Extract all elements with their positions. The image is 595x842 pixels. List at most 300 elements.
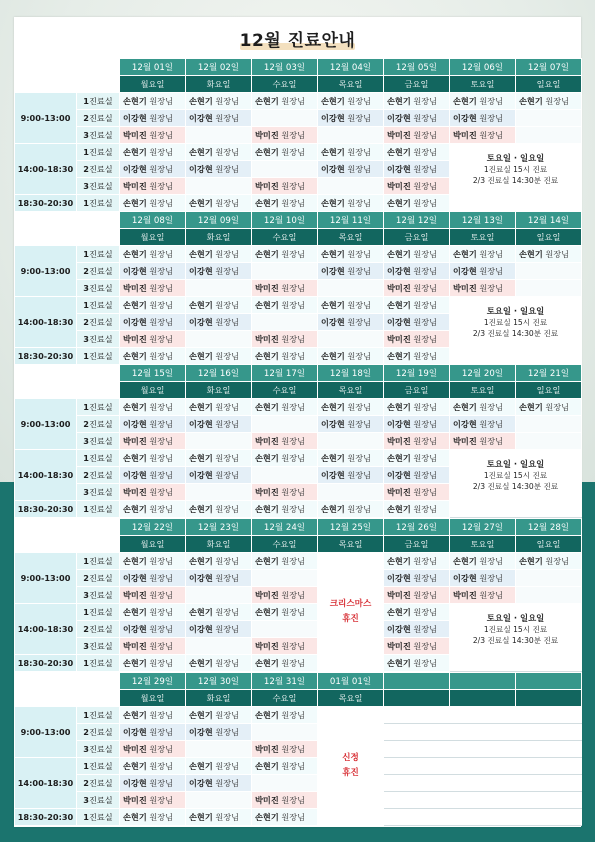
date-cell: 12월 28일 xyxy=(516,519,582,536)
doctor-cell xyxy=(450,93,516,110)
doctor-cell xyxy=(450,553,516,570)
doctor-cell xyxy=(318,501,384,518)
room-label: 1진료실 xyxy=(77,297,120,314)
doctor-name: 손현기 xyxy=(387,197,411,208)
slot-row xyxy=(15,399,582,416)
empty-slot xyxy=(450,792,516,809)
doctor-title: 원장님 xyxy=(215,503,240,514)
doctor-title: 원장님 xyxy=(149,282,174,293)
doctor-title: 원장님 xyxy=(479,555,504,566)
doctor-name: 손현기 xyxy=(255,452,279,463)
date-cell: 12월 15일 xyxy=(120,365,186,382)
doctor-title: 원장님 xyxy=(479,418,504,429)
doctor-name: 박미진 xyxy=(387,282,411,293)
title-area xyxy=(14,17,581,59)
empty-slot xyxy=(318,178,384,195)
doctor-title: 원장님 xyxy=(347,401,372,412)
doctor-cell xyxy=(318,195,384,212)
doctor-cell xyxy=(384,161,450,178)
doctor-title: 원장님 xyxy=(347,146,372,157)
doctor-title: 원장님 xyxy=(413,657,438,668)
doctor-name: 박미진 xyxy=(255,794,279,805)
doctor-cell xyxy=(384,314,450,331)
time-slot-label: 18:30-20:30 xyxy=(15,655,77,672)
empty-slot xyxy=(252,724,318,741)
room-label: 3진료실 xyxy=(77,433,120,450)
date-row xyxy=(15,59,582,76)
doctor-title: 원장님 xyxy=(149,316,174,327)
doctor-title: 원장님 xyxy=(215,112,240,123)
time-slot-label: 14:00-18:30 xyxy=(15,297,77,348)
doctor-title: 원장님 xyxy=(347,112,372,123)
weekday-cell: 목요일 xyxy=(318,536,384,553)
doctor-title: 원장님 xyxy=(413,401,438,412)
doctor-name: 손현기 xyxy=(255,760,279,771)
doctor-name: 손현기 xyxy=(189,350,213,361)
doctor-cell xyxy=(252,93,318,110)
doctor-title: 원장님 xyxy=(545,401,570,412)
doctor-cell xyxy=(384,433,450,450)
doctor-cell xyxy=(120,433,186,450)
doctor-name: 손현기 xyxy=(387,248,411,259)
doctor-title: 원장님 xyxy=(149,129,174,140)
doctor-cell xyxy=(186,809,252,826)
doctor-name: 이강현 xyxy=(123,316,147,327)
doctor-title: 원장님 xyxy=(215,146,240,157)
doctor-title: 원장님 xyxy=(347,452,372,463)
doctor-title: 원장님 xyxy=(545,248,570,259)
doctor-title: 원장님 xyxy=(149,452,174,463)
doctor-cell xyxy=(120,280,186,297)
doctor-name: 이강현 xyxy=(453,418,477,429)
doctor-name: 박미진 xyxy=(255,743,279,754)
doctor-name: 박미진 xyxy=(123,282,147,293)
date-cell: 12월 24일 xyxy=(252,519,318,536)
doctor-cell xyxy=(384,450,450,467)
empty-slot xyxy=(384,775,450,792)
doctor-title: 원장님 xyxy=(545,95,570,106)
weekday-cell: 월요일 xyxy=(120,690,186,707)
empty-slot xyxy=(252,416,318,433)
doctor-name: 손현기 xyxy=(387,95,411,106)
doctor-name: 손현기 xyxy=(189,401,213,412)
room-label: 1진료실 xyxy=(77,655,120,672)
doctor-title: 원장님 xyxy=(413,435,438,446)
doctor-name: 박미진 xyxy=(387,640,411,651)
doctor-name: 손현기 xyxy=(123,350,147,361)
doctor-cell xyxy=(516,93,582,110)
date-cell: 12월 08일 xyxy=(120,212,186,229)
date-cell-empty xyxy=(516,673,582,690)
doctor-name: 박미진 xyxy=(255,435,279,446)
doctor-name: 이강현 xyxy=(321,163,345,174)
doctor-name: 박미진 xyxy=(255,486,279,497)
room-label: 2진료실 xyxy=(77,110,120,127)
doctor-name: 박미진 xyxy=(123,129,147,140)
doctor-name: 손현기 xyxy=(387,606,411,617)
date-row xyxy=(15,212,582,229)
doctor-name: 손현기 xyxy=(453,401,477,412)
room-label: 3진료실 xyxy=(77,127,120,144)
doctor-name: 손현기 xyxy=(453,95,477,106)
empty-slot xyxy=(516,775,582,792)
doctor-title: 원장님 xyxy=(479,265,504,276)
empty-slot xyxy=(516,110,582,127)
doctor-name: 박미진 xyxy=(255,333,279,344)
doctor-cell xyxy=(120,724,186,741)
doctor-name: 손현기 xyxy=(123,95,147,106)
empty-slot xyxy=(252,263,318,280)
doctor-title: 원장님 xyxy=(281,180,306,191)
doctor-title: 원장님 xyxy=(215,163,240,174)
date-cell: 12월 23일 xyxy=(186,519,252,536)
doctor-name: 이강현 xyxy=(453,112,477,123)
doctor-cell xyxy=(120,297,186,314)
doctor-name: 손현기 xyxy=(189,197,213,208)
doctor-cell xyxy=(120,161,186,178)
doctor-name: 박미진 xyxy=(453,435,477,446)
doctor-title: 원장님 xyxy=(413,282,438,293)
doctor-title: 원장님 xyxy=(281,589,306,600)
doctor-cell xyxy=(384,144,450,161)
slot-row xyxy=(15,127,582,144)
weekday-cell: 월요일 xyxy=(120,536,186,553)
room-label: 3진료실 xyxy=(77,484,120,501)
slot-row xyxy=(15,792,582,809)
weekend-note xyxy=(450,297,582,348)
weekend-note-line1: 1진료실 15시 진료 xyxy=(483,470,548,480)
empty-slot xyxy=(384,792,450,809)
date-cell: 12월 26일 xyxy=(384,519,450,536)
room-label: 2진료실 xyxy=(77,314,120,331)
slot-row xyxy=(15,741,582,758)
date-cell: 12월 10일 xyxy=(252,212,318,229)
time-slot-label: 14:00-18:30 xyxy=(15,604,77,655)
weekend-note-title: 토요일 · 일요일 xyxy=(486,305,545,316)
empty-slot xyxy=(450,195,582,212)
doctor-cell xyxy=(384,638,450,655)
time-slot-label: 18:30-20:30 xyxy=(15,501,77,518)
weekday-cell: 일요일 xyxy=(516,382,582,399)
doctor-cell xyxy=(120,758,186,775)
doctor-cell xyxy=(450,433,516,450)
doctor-name: 박미진 xyxy=(387,435,411,446)
doctor-title: 원장님 xyxy=(347,265,372,276)
date-cell: 12월 29일 xyxy=(120,673,186,690)
doctor-cell xyxy=(252,741,318,758)
time-slot-label: 14:00-18:30 xyxy=(15,758,77,809)
doctor-title: 원장님 xyxy=(149,401,174,412)
doctor-title: 원장님 xyxy=(215,265,240,276)
empty-slot xyxy=(450,348,582,365)
time-slot-label: 9:00-13:00 xyxy=(15,553,77,604)
doctor-cell xyxy=(252,587,318,604)
date-cell: 12월 17일 xyxy=(252,365,318,382)
weekday-cell: 수요일 xyxy=(252,229,318,246)
empty-slot xyxy=(450,724,516,741)
doctor-cell xyxy=(384,280,450,297)
doctor-title: 원장님 xyxy=(149,418,174,429)
doctor-cell xyxy=(120,587,186,604)
slot-row xyxy=(15,655,582,672)
empty-slot xyxy=(252,314,318,331)
empty-slot xyxy=(252,621,318,638)
doctor-name: 손현기 xyxy=(123,811,147,822)
doctor-title: 원장님 xyxy=(413,418,438,429)
slot-row xyxy=(15,758,582,775)
date-cell: 12월 06일 xyxy=(450,59,516,76)
doctor-title: 원장님 xyxy=(281,503,306,514)
doctor-title: 원장님 xyxy=(215,760,240,771)
doctor-name: 이강현 xyxy=(387,469,411,480)
doctor-title: 원장님 xyxy=(413,469,438,480)
doctor-name: 박미진 xyxy=(123,743,147,754)
room-label: 3진료실 xyxy=(77,587,120,604)
doctor-title: 원장님 xyxy=(215,726,240,737)
room-label: 2진료실 xyxy=(77,263,120,280)
doctor-name: 이강현 xyxy=(123,112,147,123)
date-row xyxy=(15,673,582,690)
doctor-name: 이강현 xyxy=(321,418,345,429)
doctor-cell xyxy=(120,809,186,826)
header-blank xyxy=(15,673,120,707)
doctor-title: 원장님 xyxy=(347,503,372,514)
doctor-title: 원장님 xyxy=(215,777,240,788)
doctor-cell xyxy=(120,467,186,484)
doctor-title: 원장님 xyxy=(413,95,438,106)
doctor-cell xyxy=(186,110,252,127)
doctor-cell xyxy=(252,501,318,518)
doctor-cell xyxy=(450,110,516,127)
doctor-cell xyxy=(186,144,252,161)
doctor-name: 손현기 xyxy=(519,248,543,259)
doctor-name: 손현기 xyxy=(123,503,147,514)
empty-slot xyxy=(450,809,516,826)
doctor-title: 원장님 xyxy=(215,555,240,566)
week-table-5 xyxy=(14,672,582,826)
doctor-cell xyxy=(120,110,186,127)
empty-slot xyxy=(450,741,516,758)
doctor-title: 원장님 xyxy=(215,418,240,429)
doctor-title: 원장님 xyxy=(149,95,174,106)
doctor-name: 이강현 xyxy=(321,112,345,123)
doctor-title: 원장님 xyxy=(479,129,504,140)
date-cell: 12월 30일 xyxy=(186,673,252,690)
doctor-name: 박미진 xyxy=(387,486,411,497)
doctor-name: 손현기 xyxy=(255,503,279,514)
weekday-cell: 수요일 xyxy=(252,382,318,399)
weekday-cell: 토요일 xyxy=(450,382,516,399)
doctor-cell xyxy=(120,604,186,621)
weekend-note-line1: 1진료실 15시 진료 xyxy=(483,317,548,327)
weekday-cell: 목요일 xyxy=(318,76,384,93)
weekday-cell: 월요일 xyxy=(120,229,186,246)
doctor-title: 원장님 xyxy=(413,606,438,617)
doctor-name: 손현기 xyxy=(189,452,213,463)
doctor-cell xyxy=(252,809,318,826)
doctor-cell xyxy=(120,144,186,161)
doctor-cell xyxy=(384,348,450,365)
doctor-name: 손현기 xyxy=(123,248,147,259)
doctor-title: 원장님 xyxy=(149,794,174,805)
doctor-name: 이강현 xyxy=(189,572,213,583)
empty-slot xyxy=(384,809,450,826)
doctor-title: 원장님 xyxy=(413,299,438,310)
doctor-cell xyxy=(450,280,516,297)
empty-slot xyxy=(384,707,450,724)
time-slot-label: 9:00-13:00 xyxy=(15,707,77,758)
doctor-cell xyxy=(450,246,516,263)
empty-slot xyxy=(516,758,582,775)
date-cell: 01월 01일 xyxy=(318,673,384,690)
doctor-cell xyxy=(186,93,252,110)
doctor-cell xyxy=(120,792,186,809)
doctor-title: 원장님 xyxy=(215,95,240,106)
doctor-title: 원장님 xyxy=(281,435,306,446)
slot-row xyxy=(15,570,582,587)
doctor-name: 이강현 xyxy=(453,572,477,583)
room-label: 1진료실 xyxy=(77,195,120,212)
doctor-name: 손현기 xyxy=(123,657,147,668)
slot-row xyxy=(15,809,582,826)
doctor-title: 원장님 xyxy=(413,486,438,497)
doctor-name: 이강현 xyxy=(123,265,147,276)
doctor-cell xyxy=(384,604,450,621)
doctor-cell xyxy=(120,621,186,638)
doctor-title: 원장님 xyxy=(413,129,438,140)
weekday-cell: 수요일 xyxy=(252,76,318,93)
doctor-title: 원장님 xyxy=(281,401,306,412)
doctor-cell xyxy=(384,246,450,263)
doctor-cell xyxy=(120,314,186,331)
doctor-title: 원장님 xyxy=(149,640,174,651)
doctor-title: 원장님 xyxy=(413,589,438,600)
doctor-title: 원장님 xyxy=(149,589,174,600)
doctor-title: 원장님 xyxy=(413,316,438,327)
doctor-name: 박미진 xyxy=(123,435,147,446)
doctor-cell xyxy=(516,399,582,416)
empty-slot xyxy=(186,638,252,655)
doctor-cell xyxy=(384,127,450,144)
doctor-title: 원장님 xyxy=(479,589,504,600)
slot-row xyxy=(15,587,582,604)
doctor-cell xyxy=(252,758,318,775)
doctor-title: 원장님 xyxy=(281,350,306,361)
doctor-cell xyxy=(252,655,318,672)
slot-row xyxy=(15,707,582,724)
doctor-title: 원장님 xyxy=(545,555,570,566)
empty-slot xyxy=(318,280,384,297)
doctor-cell xyxy=(120,655,186,672)
doctor-name: 손현기 xyxy=(321,248,345,259)
room-label: 3진료실 xyxy=(77,178,120,195)
doctor-title: 원장님 xyxy=(149,760,174,771)
doctor-name: 손현기 xyxy=(321,350,345,361)
empty-slot xyxy=(450,775,516,792)
doctor-title: 원장님 xyxy=(149,726,174,737)
doctor-cell xyxy=(120,570,186,587)
empty-slot xyxy=(450,758,516,775)
doctor-title: 원장님 xyxy=(281,146,306,157)
doctor-title: 원장님 xyxy=(149,435,174,446)
doctor-cell xyxy=(318,297,384,314)
doctor-title: 원장님 xyxy=(149,163,174,174)
weekday-cell: 금요일 xyxy=(384,382,450,399)
weekend-note-line2: 2/3 진료실 14:30분 진료 xyxy=(472,175,559,185)
doctor-name: 박미진 xyxy=(255,589,279,600)
doctor-title: 원장님 xyxy=(479,112,504,123)
doctor-name: 손현기 xyxy=(255,95,279,106)
doctor-title: 원장님 xyxy=(413,197,438,208)
doctor-title: 원장님 xyxy=(281,743,306,754)
empty-slot xyxy=(318,127,384,144)
doctor-cell xyxy=(186,501,252,518)
doctor-name: 이강현 xyxy=(189,777,213,788)
weekday-cell: 일요일 xyxy=(516,229,582,246)
week-table-2 xyxy=(14,211,582,365)
date-cell: 12월 25일 xyxy=(318,519,384,536)
slot-row xyxy=(15,263,582,280)
date-cell: 12월 11일 xyxy=(318,212,384,229)
slot-row xyxy=(15,195,582,212)
doctor-name: 박미진 xyxy=(123,794,147,805)
header-blank xyxy=(15,212,120,246)
doctor-name: 이강현 xyxy=(321,469,345,480)
doctor-title: 원장님 xyxy=(149,606,174,617)
doctor-cell xyxy=(186,314,252,331)
date-cell: 12월 07일 xyxy=(516,59,582,76)
doctor-name: 손현기 xyxy=(189,811,213,822)
weekend-note-line2: 2/3 진료실 14:30분 진료 xyxy=(472,481,559,491)
date-row xyxy=(15,365,582,382)
room-label: 1진료실 xyxy=(77,348,120,365)
empty-slot xyxy=(186,587,252,604)
empty-slot xyxy=(384,724,450,741)
header-blank xyxy=(15,365,120,399)
doctor-title: 원장님 xyxy=(149,146,174,157)
doctor-title: 원장님 xyxy=(149,197,174,208)
slot-row xyxy=(15,433,582,450)
time-slot-label: 18:30-20:30 xyxy=(15,809,77,826)
doctor-cell xyxy=(384,416,450,433)
weekend-note xyxy=(450,450,582,501)
doctor-name: 박미진 xyxy=(123,486,147,497)
doctor-title: 원장님 xyxy=(149,333,174,344)
doctor-name: 손현기 xyxy=(387,452,411,463)
doctor-name: 손현기 xyxy=(453,555,477,566)
room-label: 1진료실 xyxy=(77,450,120,467)
doctor-cell xyxy=(120,775,186,792)
doctor-name: 손현기 xyxy=(189,146,213,157)
doctor-name: 박미진 xyxy=(453,129,477,140)
doctor-title: 원장님 xyxy=(281,248,306,259)
weekday-cell: 토요일 xyxy=(450,76,516,93)
room-label: 2진료실 xyxy=(77,621,120,638)
doctor-title: 원장님 xyxy=(149,350,174,361)
doctor-name: 손현기 xyxy=(321,503,345,514)
doctor-name: 박미진 xyxy=(387,333,411,344)
weekday-cell: 월요일 xyxy=(120,382,186,399)
doctor-cell xyxy=(186,297,252,314)
weekend-note-title: 토요일 · 일요일 xyxy=(486,152,545,163)
weekday-cell: 금요일 xyxy=(384,536,450,553)
room-label: 3진료실 xyxy=(77,741,120,758)
doctor-cell xyxy=(252,433,318,450)
doctor-name: 이강현 xyxy=(321,265,345,276)
date-cell: 12월 01일 xyxy=(120,59,186,76)
doctor-title: 원장님 xyxy=(281,333,306,344)
doctor-name: 손현기 xyxy=(453,248,477,259)
